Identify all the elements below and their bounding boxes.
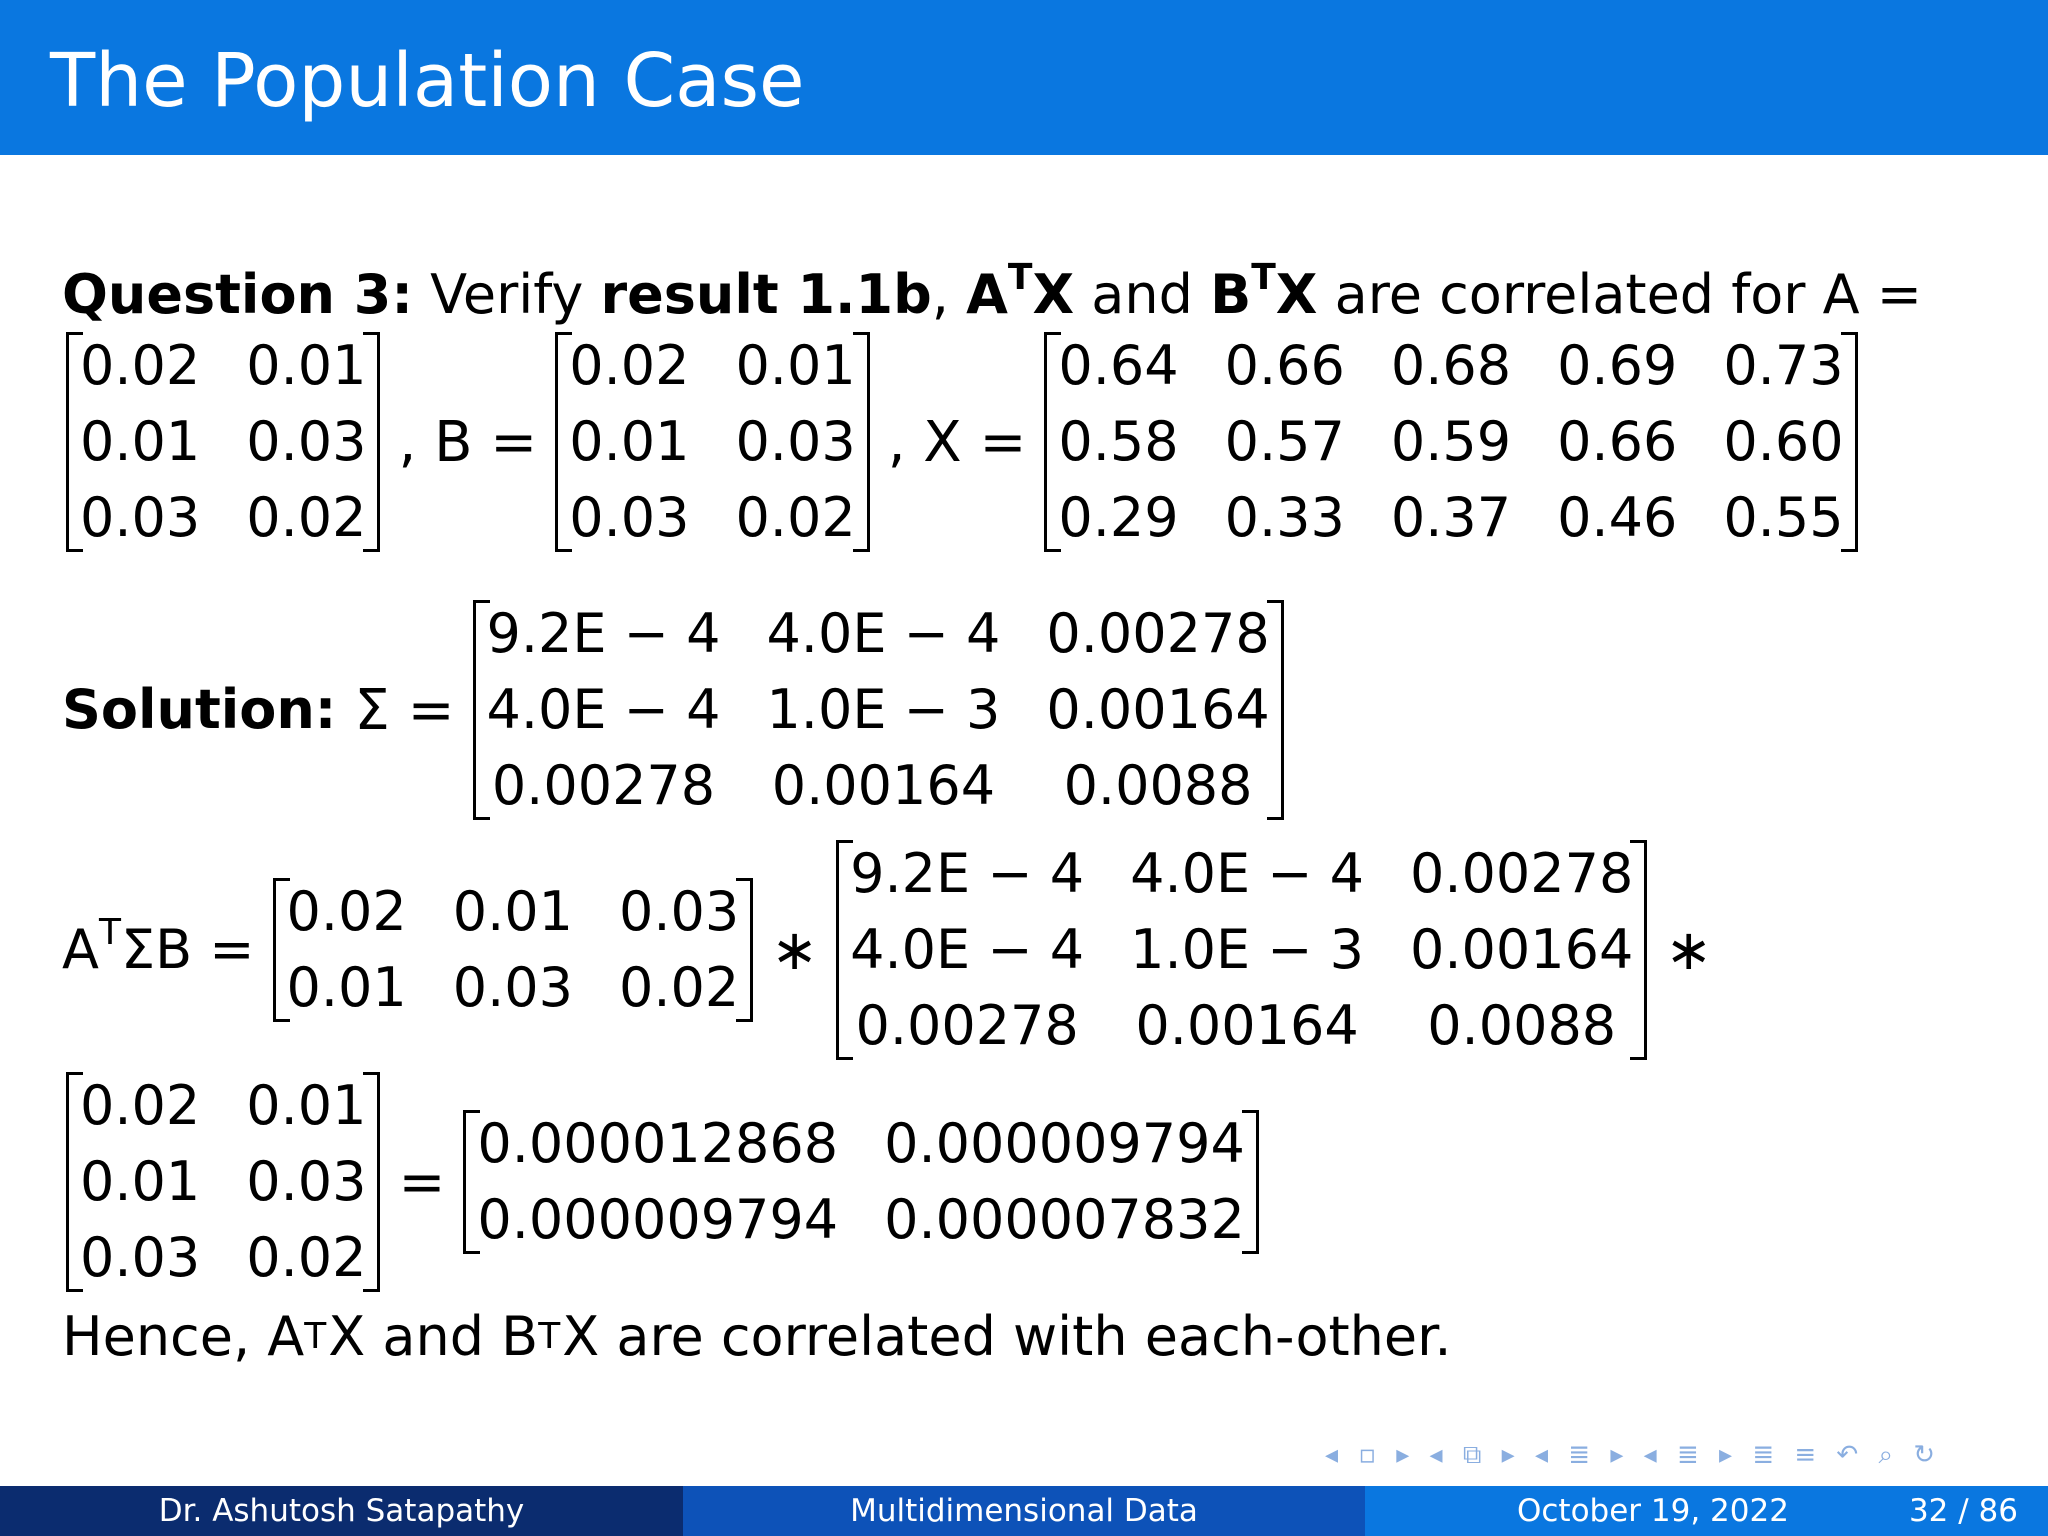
matrix-cell: 0.33 [1224,486,1345,549]
matrix-cell: 0.00164 [1046,678,1270,741]
matrix-cell: 0.03 [619,880,740,943]
matrix-cell: 0.02 [619,956,740,1019]
matrix-cell: 0.64 [1058,334,1179,397]
matrix-cell: 0.01 [569,410,690,473]
beamer-navigation-icons[interactable]: ◂ ▫ ▸ ◂ ⧉ ▸ ◂ ≣ ▸ ◂ ≣ ▸ ≣ ≡ ↶ ⌕ ↻ [1325,1440,1942,1470]
matrix-cell: 4.0E − 4 [1130,842,1365,905]
matrix-cell: 0.01 [286,956,407,1019]
multiply-operator-2: ∗ [1665,917,1713,983]
product-row [62,840,1730,1060]
footer-author: Dr. Ashutosh Satapathy [0,1486,683,1536]
tail-text: are correlated for A = [1334,263,1923,326]
matrix-b-repeat [66,1072,380,1292]
matrix-cell: 0.58 [1058,410,1179,473]
matrix-cell: 0.29 [1058,486,1179,549]
matrix-cell: 9.2E − 4 [486,602,721,665]
matrix-cell: 0.00278 [1410,842,1634,905]
matrix-cell: 0.60 [1723,410,1844,473]
matrix-cell: 0.01 [735,334,856,397]
result-ref: result 1.1b [600,263,932,326]
matrix-cell: 0.02 [569,334,690,397]
matrix-sigma [473,600,1284,820]
matrix-cell: 0.01 [80,1150,201,1213]
b-equals: , B = [398,409,538,475]
matrix-cell: 0.000007832 [884,1188,1245,1251]
matrix-cell: 0.66 [1557,410,1678,473]
matrix-cell: 0.01 [246,334,367,397]
matrix-cell: 0.03 [246,1150,367,1213]
matrix-cell: 0.01 [452,880,573,943]
multiply-operator: ∗ [771,917,819,983]
matrix-cell: 9.2E − 4 [850,842,1085,905]
and-text: and [1091,263,1193,326]
matrix-cell: 0.03 [735,410,856,473]
matrix-cell: 0.03 [80,486,201,549]
matrix-a-transpose [273,878,754,1022]
matrix-cell: 0.01 [80,410,201,473]
matrix-cell: 0.57 [1224,410,1345,473]
matrix-cell: 0.69 [1557,334,1678,397]
matrix-cell: 0.02 [80,334,201,397]
matrix-cell: 0.66 [1224,334,1345,397]
matrix-cell: 0.0088 [1427,994,1617,1057]
matrix-cell: 0.02 [735,486,856,549]
solution-row [62,600,1284,820]
matrix-cell: 0.03 [452,956,573,1019]
given-matrices-row [66,332,1858,552]
matrix-cell: 4.0E − 4 [766,602,1001,665]
slide-title: The Population Case [50,38,805,124]
footer-page-number: 32 / 86 [1908,1493,2018,1529]
footer-date-page [1365,1486,2048,1536]
matrix-cell: 0.59 [1390,410,1512,473]
x-equals: , X = [887,409,1027,475]
matrix-cell: 0.37 [1390,486,1512,549]
matrix-x [1044,332,1857,552]
conclusion-end: X are correlated with each-other. [562,1305,1452,1368]
matrix-cell: 0.55 [1723,486,1844,549]
matrix-cell: 0.000012868 [477,1112,839,1175]
matrix-cell: 0.02 [246,486,367,549]
conclusion-line: Hence, A T X and B T X are correlated with each-other. [62,1305,1452,1368]
matrix-cell: 4.0E − 4 [486,678,721,741]
at-sigma-b-label: $A^T\Sigma B$ = [62,912,255,981]
question-label: Question 3: [62,263,413,326]
footer-topic: Multidimensional Data [683,1486,1365,1536]
title-bar [0,0,2048,155]
matrix-cell: 0.00278 [855,994,1079,1057]
matrix-cell: 0.02 [80,1074,201,1137]
equals-operator: = [398,1149,446,1215]
verify-text: Verify [430,263,584,326]
btx-term: $B^TX$ [1210,257,1318,326]
question-line [62,257,1923,326]
conclusion-start: Hence, A [62,1305,305,1368]
matrix-cell: 0.00278 [1046,602,1270,665]
matrix-a [66,332,380,552]
matrix-cell: 1.0E − 3 [766,678,1001,741]
matrix-cell: 0.03 [246,410,367,473]
result-row [66,1072,1259,1292]
matrix-cell: 0.03 [569,486,690,549]
matrix-cell: 0.02 [246,1226,367,1289]
matrix-cell: 4.0E − 4 [850,918,1085,981]
solution-label: Solution: [62,678,337,741]
matrix-cell: 0.01 [246,1074,367,1137]
footer-date: October 19, 2022 [1516,1493,1789,1529]
matrix-cell: 0.00164 [771,754,996,817]
matrix-cell: 0.68 [1390,334,1512,397]
matrix-cell: 0.00164 [1135,994,1359,1057]
matrix-cell: 0.00164 [1410,918,1634,981]
footer [0,1486,2048,1536]
matrix-cell: 0.02 [286,880,407,943]
matrix-cell: 0.00278 [491,754,716,817]
matrix-cell: 0.46 [1557,486,1678,549]
conclusion-mid: X and B [328,1305,539,1368]
comma-text: , [931,263,949,326]
matrix-b [555,332,869,552]
matrix-cell: 1.0E − 3 [1130,918,1365,981]
matrix-cell: 0.0088 [1063,754,1253,817]
matrix-cell: 0.73 [1723,334,1844,397]
atx-term: $A^TX$ [966,257,1075,326]
matrix-sigma-repeat [836,840,1647,1060]
matrix-result [463,1110,1258,1254]
sigma-equals: Σ = [354,677,455,743]
matrix-cell: 0.000009794 [477,1188,839,1251]
matrix-cell: 0.03 [80,1226,201,1289]
matrix-cell: 0.000009794 [884,1112,1245,1175]
